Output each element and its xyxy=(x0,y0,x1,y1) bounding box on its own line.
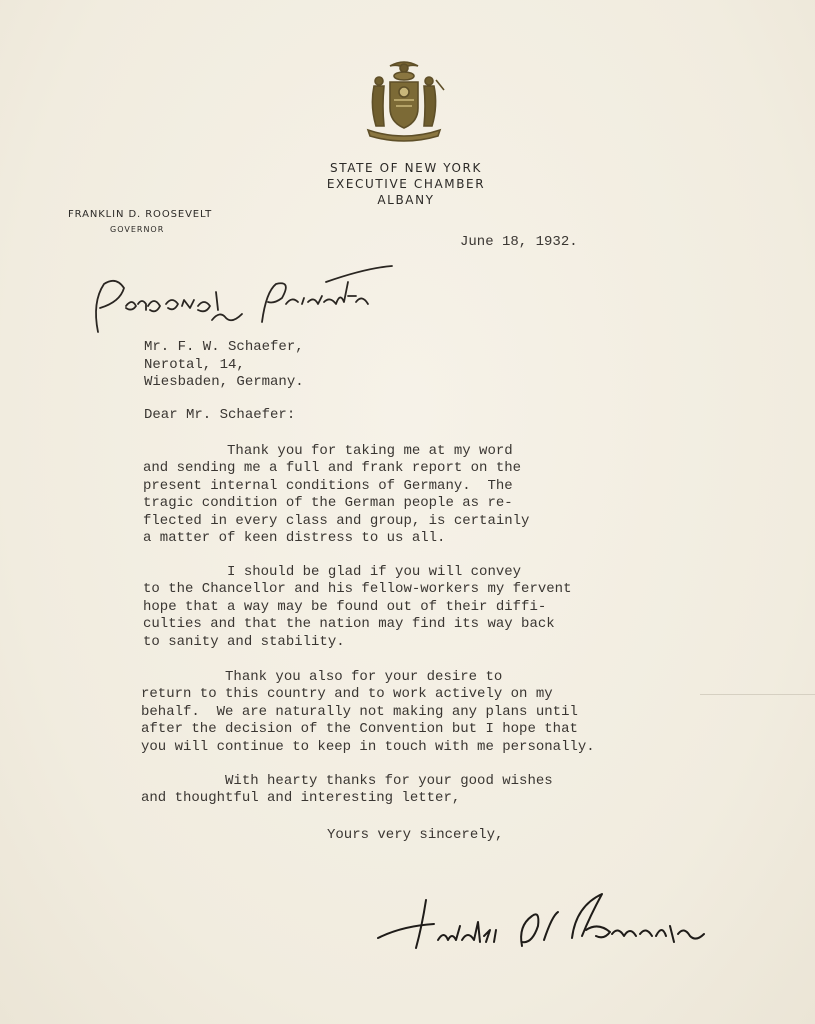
governor-name: FRANKLIN D. ROOSEVELT xyxy=(68,209,213,220)
letterhead-chamber: EXECUTIVE CHAMBER xyxy=(326,177,486,191)
body-line: you will continue to keep in touch with me personally. xyxy=(141,738,595,755)
body-line: return to this country and to work actively on my xyxy=(141,686,553,703)
paragraph-2 xyxy=(143,564,571,651)
paragraph-3 xyxy=(141,669,595,756)
body-line: after the decision of the Convention but I hope that xyxy=(141,721,578,738)
state-seal-icon xyxy=(360,56,448,144)
body-line: a matter of keen distress to us all. xyxy=(143,530,446,547)
salutation: Dear Mr. Schaefer: xyxy=(144,407,296,423)
body-line: hope that a way may be found out of their diffi- xyxy=(143,598,547,615)
body-line: With hearty thanks for your good wishes xyxy=(141,773,553,789)
body-line: tragic condition of the German people as re- xyxy=(143,495,513,512)
letterhead xyxy=(300,160,512,208)
body-line: behalf. We are naturally not making any plans until xyxy=(141,703,578,720)
body-line: culties and that the nation may find its way back xyxy=(143,616,555,633)
paragraph-4 xyxy=(141,773,553,808)
body-line: present internal conditions of Germany. The xyxy=(143,477,513,494)
body-line: and sending me a full and frank report on the xyxy=(143,460,522,477)
address-line: Mr. F. W. Schaefer, xyxy=(144,339,304,355)
body-line: Thank you also for your desire to xyxy=(141,669,503,685)
letter-date: June 18, 1932. xyxy=(460,234,578,250)
paragraph-1 xyxy=(143,443,529,547)
address-line: Wiesbaden, Germany. xyxy=(144,374,304,390)
signature-roosevelt xyxy=(372,886,712,956)
body-line: Thank you for taking me at my word xyxy=(143,443,513,459)
paper-crease xyxy=(700,694,815,695)
closing: Yours very sincerely, xyxy=(327,827,504,843)
recipient-address xyxy=(144,339,304,392)
body-line: and thoughtful and interesting letter, xyxy=(141,790,461,807)
body-line: I should be glad if you will convey xyxy=(143,564,522,580)
address-line: Nerotal, 14, xyxy=(144,356,245,373)
body-line: to the Chancellor and his fellow-workers my fervent xyxy=(143,581,572,598)
body-line: to sanity and stability. xyxy=(143,633,345,650)
handwritten-note-personal-private xyxy=(86,262,406,340)
letterhead-city: ALBANY xyxy=(377,193,435,207)
governor-title: GOVERNOR xyxy=(110,225,165,234)
letterhead-state: STATE OF NEW YORK xyxy=(330,161,482,175)
body-line: flected in every class and group, is certainly xyxy=(143,512,530,529)
